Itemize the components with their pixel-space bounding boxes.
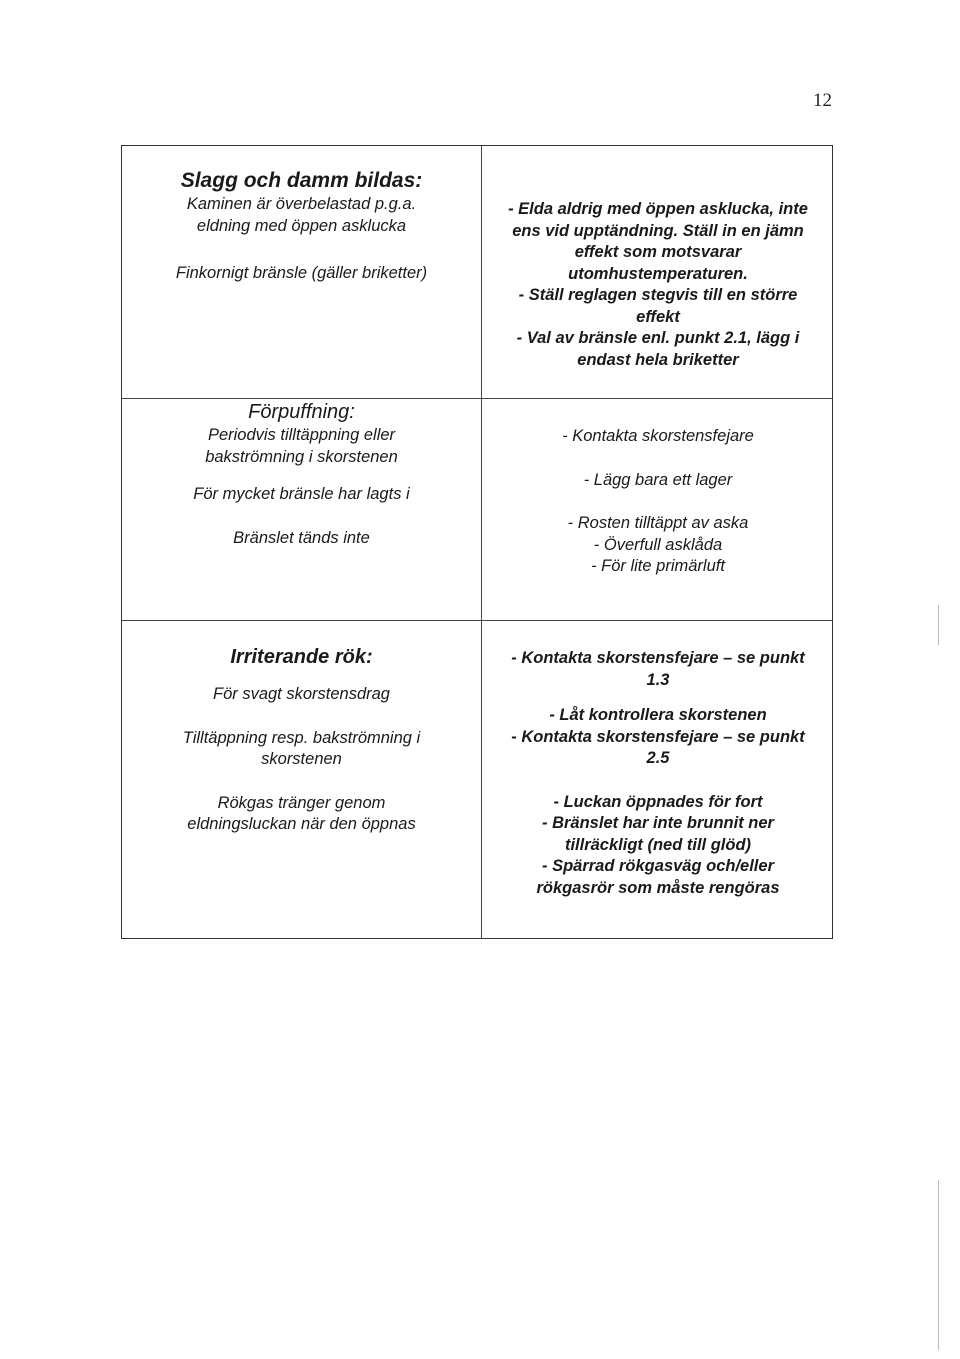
problem-heading: Irriterande rök: [230,646,373,668]
problem-text: För svagt skorstensdrag [213,685,390,703]
remedy-text: utomhustemperaturen. [568,264,748,283]
remedy-text: tillräckligt (ned till glöd) [564,835,752,854]
remedy-text: rökgasrör som måste rengöras [536,878,780,897]
remedy-text: - Kontakta skorstensfejare – se punkt [511,727,805,746]
remedy-text: - För lite primärluft [591,557,725,575]
remedy-text: - Kontakta skorstensfejare – se punkt [511,649,805,667]
problem-text: eldning med öppen asklucka [196,216,407,235]
remedy-text: ens vid upptändning. Ställ in en jämn [512,221,804,240]
problem-cell-forpuffning [122,399,481,549]
problem-text: Tilltäppning resp. bakströmning i [182,728,421,747]
remedy-text: - Spärrad rökgasväg och/eller [541,857,774,875]
remedy-text: effekt [636,307,680,326]
remedy-text: - Elda aldrig med öppen asklucka, inte [508,200,808,218]
remedy-text: - Ställ reglagen stegvis till en större [518,286,798,304]
remedy-text: - Bränslet har inte brunnit ner [542,814,774,832]
remedy-text: endast hela briketter [577,350,739,369]
problem-heading: Förpuffning: [248,401,355,423]
remedy-text: - Rosten tilltäppt av aska [567,514,749,532]
remedy-text: - Överfull asklåda [593,535,723,554]
row-divider-2 [122,620,832,621]
remedy-text: - Lägg bara ett lager [583,470,733,489]
remedy-text: 2.5 [646,749,670,767]
problem-text: eldningsluckan när den öppnas [187,815,416,833]
remedy-text: 1.3 [646,670,670,689]
problem-text: Finkornigt bränsle (gäller briketter) [175,264,428,282]
remedy-text: effekt som motsvarar [574,243,742,261]
scan-artifact [938,605,939,645]
scan-artifact [938,1180,939,1350]
remedy-text: - Kontakta skorstensfejare [562,427,754,445]
remedy-text: - Val av bränsle enl. punkt 2.1, lägg i [516,329,800,347]
problem-text: Rökgas tränger genom [217,793,386,812]
remedy-text: - Luckan öppnades för fort [553,792,763,811]
problem-cell-irriterande-rok [122,644,481,836]
remedy-cell-irriterande-rok [482,648,834,899]
remedy-cell-slagg [482,199,834,371]
problem-text: skorstenen [261,750,342,768]
problem-text: bakströmning i skorstenen [205,447,398,466]
problem-text: För mycket bränsle har lagts i [193,485,410,503]
troubleshooting-table [121,145,833,939]
problem-heading: Slagg och damm bildas: [180,169,423,192]
problem-text: Periodvis tilltäppning eller [207,426,396,444]
remedy-text: - Låt kontrollera skorstenen [549,706,767,724]
problem-text: Bränslet tänds inte [233,528,370,547]
page-number: 12 [813,90,832,111]
problem-cell-slagg [122,168,481,285]
remedy-cell-forpuffning [482,426,834,578]
problem-text: Kaminen är överbelastad p.g.a. [186,195,417,213]
